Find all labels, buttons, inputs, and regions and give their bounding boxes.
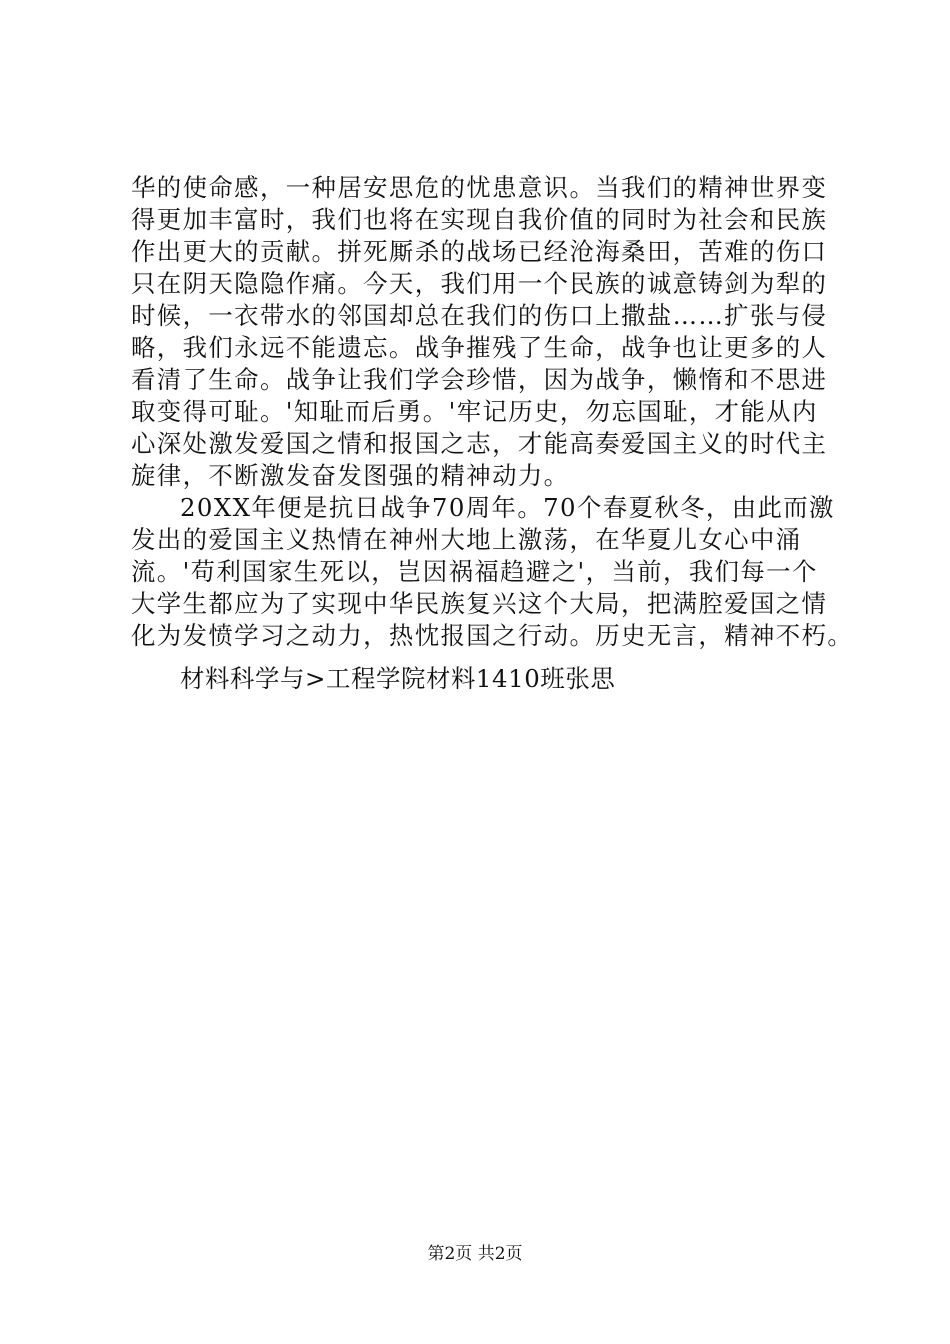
paragraph-1-line: 取变得可耻。'知耻而后勇。'牢记历史，勿忘国耻，才能从内 xyxy=(131,397,818,426)
paragraph-1-line: 时候，一衣带水的邻国却总在我们的伤口上撒盐……扩张与侵 xyxy=(131,301,828,330)
paragraph-1-line: 心深处激发爱国之情和报国之志，才能高奏爱国主义的时代主 xyxy=(131,429,828,458)
paragraph-2-line: 发出的爱国主义热情在神州大地上激荡，在华夏儿女心中涌 xyxy=(131,525,802,554)
paragraph-1-line: 得更加丰富时，我们也将在实现自我价值的同时为社会和民族 xyxy=(131,205,828,234)
paragraph-2-line: 化为发愤学习之动力，热忱报国之行动。历史无言，精神不朽。 xyxy=(131,621,854,650)
paragraph-1-line: 华的使命感，一种居安思危的忧患意识。当我们的精神世界变 xyxy=(131,173,828,202)
author-signature: 材料科学与>工程学院材料1410班张思 xyxy=(180,664,616,693)
page-number-footer: 第2页 共2页 xyxy=(427,1244,523,1264)
paragraph-1-line: 作出更大的贡献。拼死厮杀的战场已经沧海桑田，苦难的伤口 xyxy=(131,237,828,266)
paragraph-2-line: 20XX年便是抗日战争70周年。70个春夏秋冬，由此而激 xyxy=(180,493,835,522)
paragraph-1-line: 看清了生命。战争让我们学会珍惜，因为战争，懒惰和不思进 xyxy=(131,365,828,394)
paragraph-2-line: 大学生都应为了实现中华民族复兴这个大局，把满腔爱国之情 xyxy=(131,589,828,618)
paragraph-1-line: 略，我们永远不能遗忘。战争摧残了生命，战争也让更多的人 xyxy=(131,333,828,362)
paragraph-2-line: 流。'苟利国家生死以，岂因祸福趋避之'，当前，我们每一个 xyxy=(131,557,818,586)
document-body xyxy=(131,172,854,652)
paragraph-1-line: 旋律，不断激发奋发图强的精神动力。 xyxy=(131,461,570,490)
paragraph-1-line: 只在阴天隐隐作痛。今天，我们用一个民族的诚意铸剑为犁的 xyxy=(131,269,828,298)
